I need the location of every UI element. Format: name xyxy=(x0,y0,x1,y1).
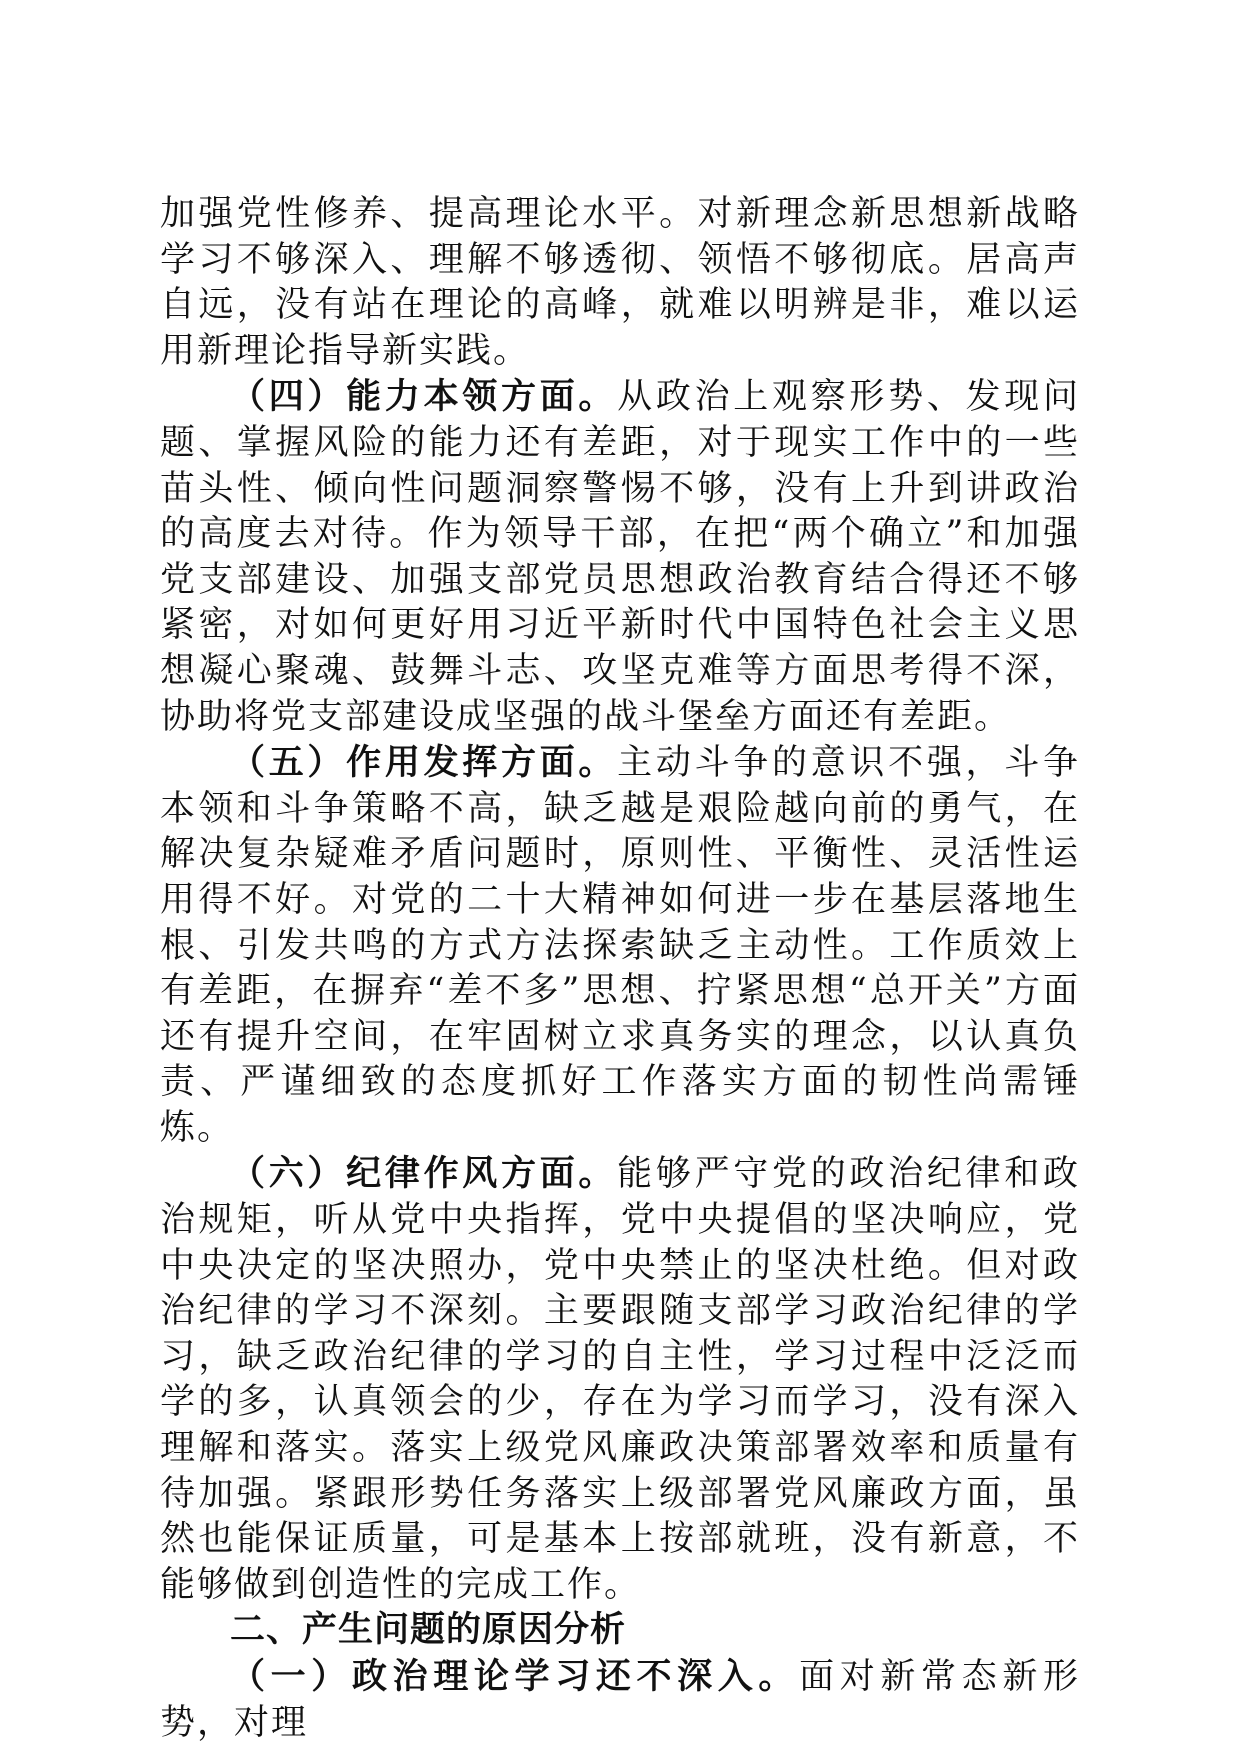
section-discipline xyxy=(160,1151,1080,1608)
intro-paragraph: 加强党性修养、提高理论水平。对新理念新思想新战略学习不够深入、理解不够透彻、领悟不够彻底。居高声自远，没有站在理论的高峰，就难以明辨是非，难以运用新理论指导新实践。 xyxy=(160,194,1080,371)
section-body: 从政治上观察形势、发现问题、掌握风险的能力还有差距，对于现实工作中的一些苗头性、倾向性问题洞察警惕不够，没有上升到讲政治的高度去对待。作为领导干部，在把“两个确立”和加强党支部建设、加强支部党员思想政治教育结合得还不够紧密，对如何更好用习近平新时代中国特色社会主义思想凝心聚魂、鼓舞斗志、攻坚克难等方面思考得不深，协助将党支部建设成坚强的战斗堡垒方面还有差距。 xyxy=(160,377,1080,737)
section-body: 能够严守党的政治纪律和政治规矩，听从党中央指挥，党中央提倡的坚决响应，党中央决定的坚决照办，党中央禁止的坚决杜绝。但对政治纪律的学习不深刻。主要跟随支部学习政治纪律的学习，缺乏政治纪律的学习的自主性，学习过程中泛泛而学的多，认真领会的少，存在为学习而学习，没有深入理解和落实。落实上级党风廉政决策部署效率和质量有待加强。紧跟形势任务落实上级部署党风廉政方面，虽然也能保证质量，可是基本上按部就班，没有新意，不能够做到创造性的完成工作。 xyxy=(160,1154,1080,1605)
section-lead: （一）政治理论学习还不深入。 xyxy=(230,1656,800,1697)
document-page xyxy=(160,192,1080,1746)
section-body: 面对新常态新形势，对理 xyxy=(160,1657,1080,1743)
section-body: 主动斗争的意识不强，斗争本领和斗争策略不高，缺乏越是艰险越向前的勇气，在解决复杂疑难矛盾问题时，原则性、平衡性、灵活性运用得不好。对党的二十大精神如何进一步在基层落地生根、引发共鸣的方式方法探索缺乏主动性。工作质效上有差距，在摒弃“差不多”思想、拧紧思想“总开关”方面还有提升空间，在牢固树立求真务实的理念，以认真负责、严谨细致的态度抓好工作落实方面的韧性尚需锤炼。 xyxy=(160,743,1080,1148)
section-lead: （六）纪律作风方面。 xyxy=(230,1153,618,1195)
section-ability xyxy=(160,374,1080,740)
section-role xyxy=(160,740,1080,1151)
section-lead: （五）作用发挥方面。 xyxy=(230,742,618,784)
section-political-theory xyxy=(160,1654,1080,1746)
heading-cause-analysis: 二、产生问题的原因分析 xyxy=(230,1610,627,1651)
section-lead: （四）能力本领方面。 xyxy=(230,376,618,418)
